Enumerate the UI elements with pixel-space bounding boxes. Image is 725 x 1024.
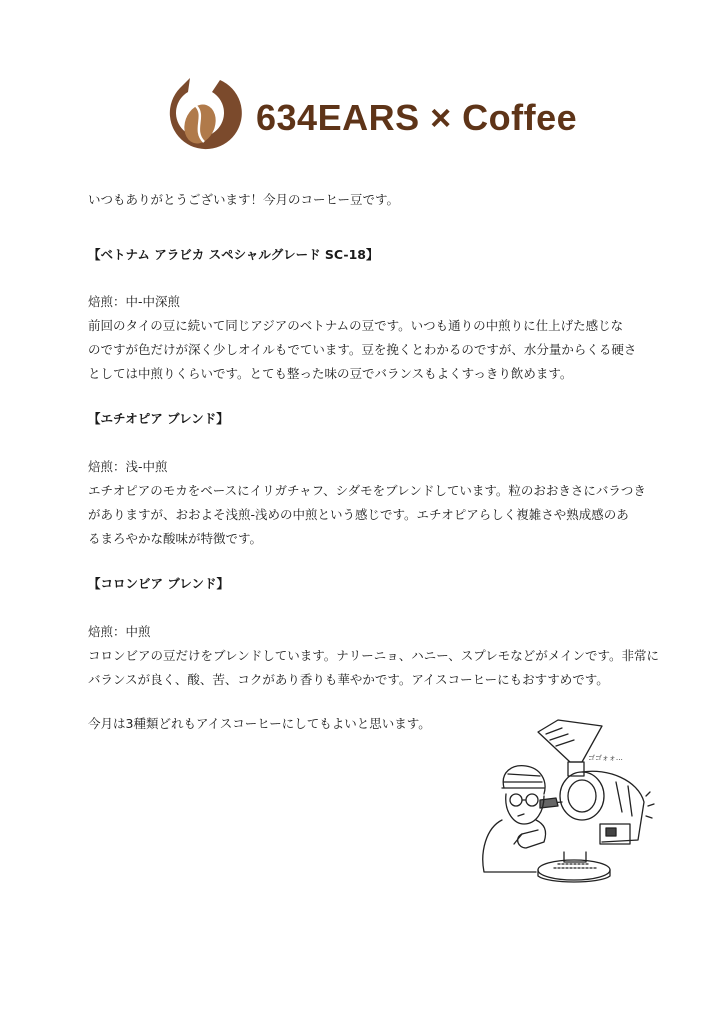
roaster-hopper-icon <box>538 720 602 776</box>
roast-level-ethiopia: 焙煎：浅-中煎 <box>88 459 168 474</box>
sound-effect-text: ゴゴォォ… <box>588 754 623 762</box>
roast-level-colombia: 焙煎：中煎 <box>88 624 151 639</box>
cooling-tray-icon <box>538 852 610 882</box>
description-line: がありますが、おおよそ浅煎-浅めの中煎という感じです。エチオピアらしく複雑さや熟成感のあ <box>88 507 629 522</box>
description-line: コロンビアの豆だけをブレンドしています。ナリーニョ、ハニー、スプレモなどがメインです。非常に <box>88 648 659 663</box>
person-icon <box>483 766 546 872</box>
description-line: としては中煎りくらいです。とても整った味の豆でバランスもよくすっきり飲めます。 <box>88 366 573 381</box>
roast-level-vietnam: 焙煎：中-中深煎 <box>88 294 181 309</box>
logo-title: 634EARS × Coffee <box>256 97 578 138</box>
description-line: 前回のタイの豆に続いて同じアジアのベトナムの豆です。いつも通りの中煎りに仕上げた感じな <box>88 318 624 333</box>
description-line: バランスが良く、酸、苦、コクがあり香りも華やかです。アイスコーヒーにもおすすめです。 <box>88 672 609 687</box>
description-line: エチオピアのモカをベースにイリガチャフ、シダモをブレンドしています。粒のおおきさにバラつき <box>88 483 646 498</box>
description-line: るまろやかな酸味が特徴です。 <box>88 531 263 546</box>
intro-text: いつもありがとうございます！今月のコーヒー豆です。 <box>88 192 400 207</box>
section-title-ethiopia: 【エチオピア ブレンド】 <box>88 411 229 426</box>
closing-text: 今月は3種類どれもアイスコーヒーにしてもよいと思います。 <box>88 716 431 731</box>
roaster-illustration <box>478 712 663 887</box>
section-title-vietnam: 【ベトナム アラビカ スペシャルグレード SC-18】 <box>88 247 379 262</box>
roaster-drum-icon <box>540 771 644 844</box>
description-line: のですが色だけが深く少しオイルもでています。豆を挽くとわかるのですが、水分量からくる硬さ <box>88 342 637 357</box>
section-title-colombia: 【コロンビア ブレンド】 <box>88 576 230 591</box>
